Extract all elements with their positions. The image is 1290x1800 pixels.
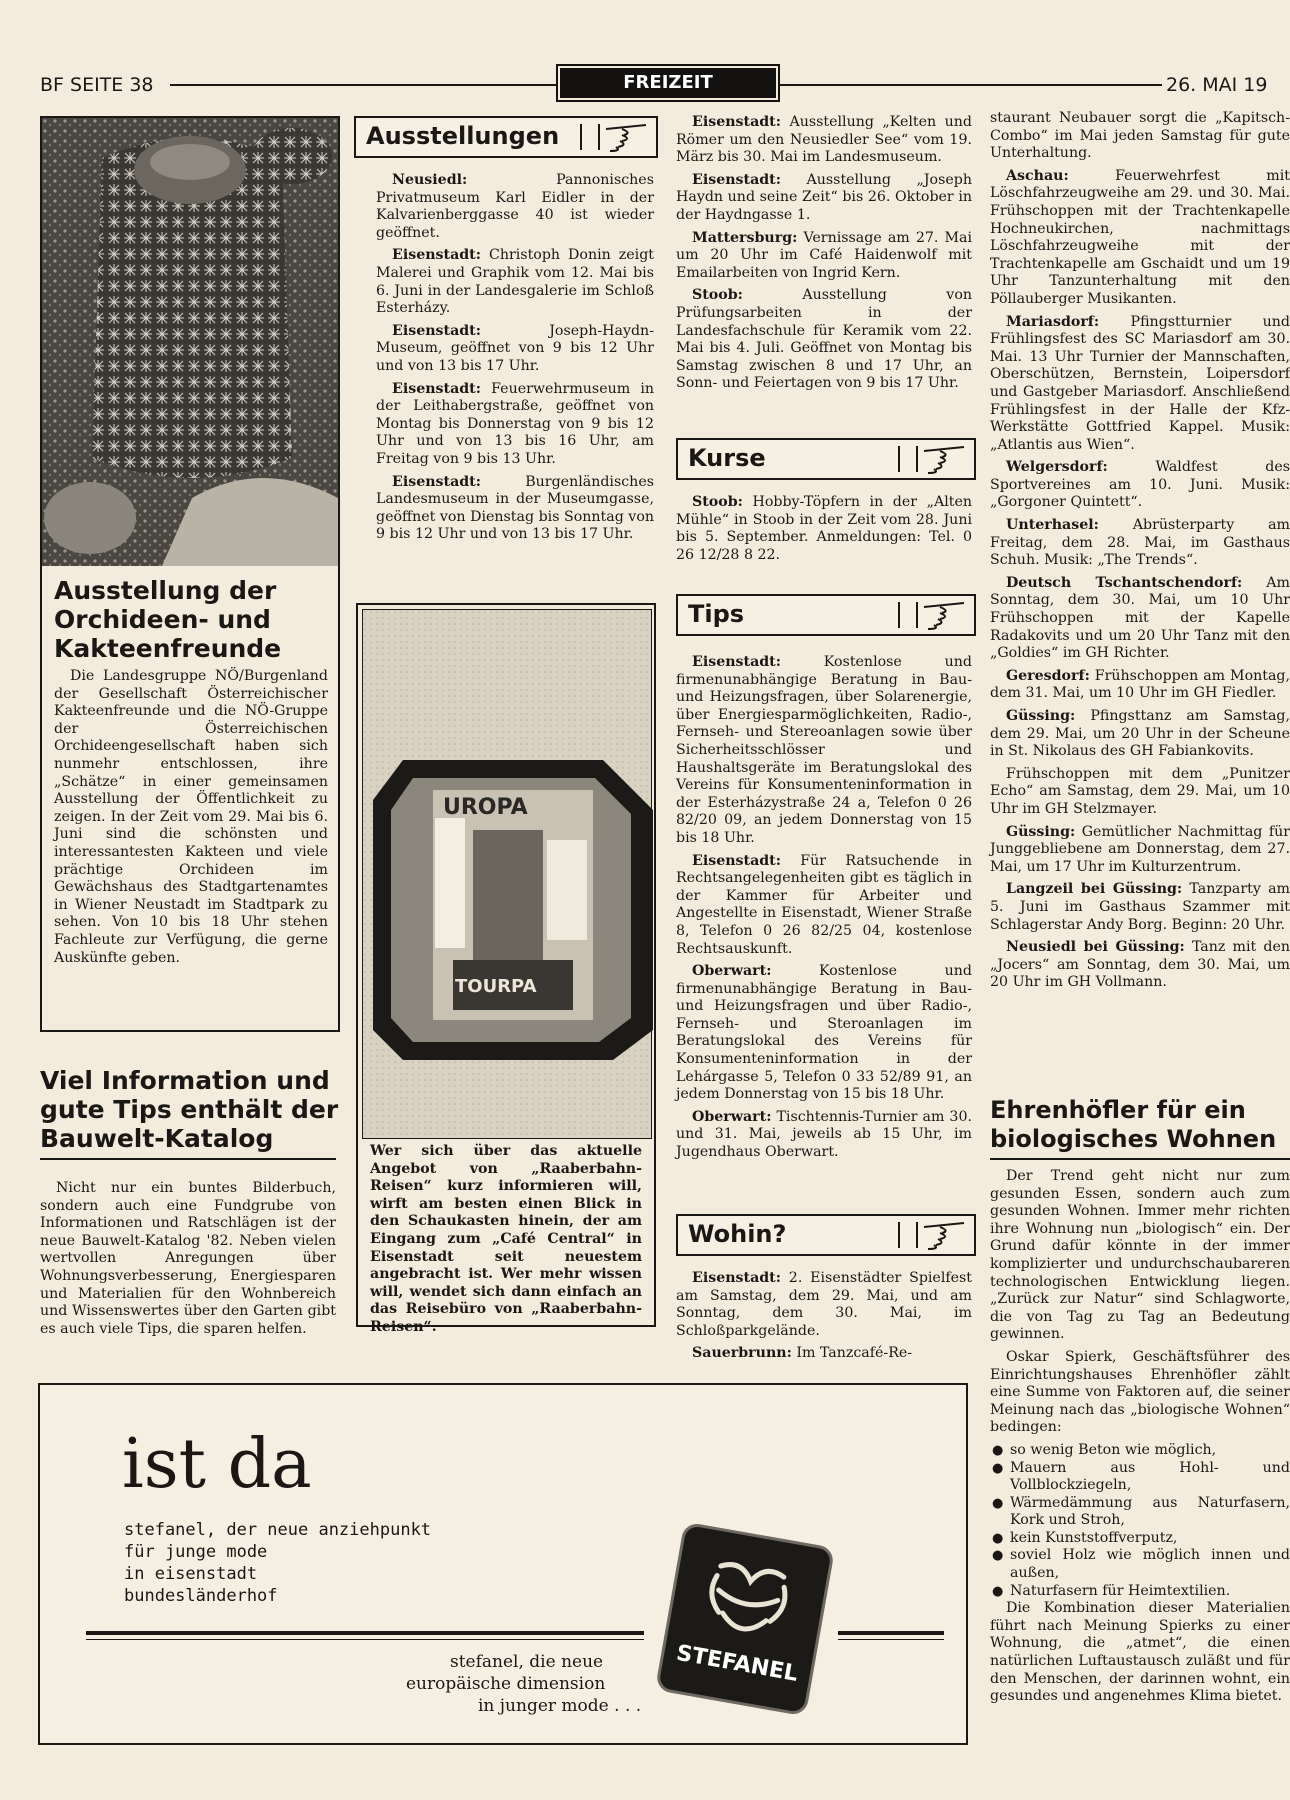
- list-item: Eisenstadt: Christoph Donin zeigt Malerei und Graphik vom 12. Mai bis 6. Juni in der Landesgalerie im Schloß Esterházy.: [376, 247, 654, 317]
- ad-line: bundesländerhof: [124, 1586, 278, 1606]
- list-item: Eisenstadt: Ausstellung „Joseph Haydn und seine Zeit“ bis 26. Oktober in der Haydngasse 1.: [676, 171, 972, 223]
- pointing-hand-icon: [602, 121, 652, 153]
- ehren-paragraph: Die Kombination dieser Materialien führt nach Meinung Spierks zu einer Wohnung, die „atmet“, die einen natürlichen Luftaustausch zuläßt und für den Menschen, der darinnen wohnt, ein gesundes und angenehmes Klima bietet.: [990, 1600, 1290, 1705]
- ad-line: stefanel, der neue anziehpunkt: [124, 1520, 432, 1540]
- ad-rule-thick: [86, 1631, 644, 1635]
- pointing-hand-icon: [920, 443, 970, 475]
- pointing-hand-icon: [920, 599, 970, 631]
- ehren-bullet-list: [990, 1442, 1290, 1600]
- tagline-line: in junger mode . . .: [478, 1696, 642, 1716]
- stefanel-logo: [652, 1521, 838, 1717]
- list-item: Sauerbrunn: Im Tanzcafé-Re-: [692, 1345, 913, 1362]
- bullet-item: ● Wärmedämmung aus Naturfasern, Kork und Stroh,: [990, 1495, 1290, 1530]
- ad-rule-thin-right: [838, 1639, 944, 1640]
- list-item: Eisenstadt: Feuerwehrmuseum in der Leithabergstraße, geöffnet von Montag bis Donnerstag von 9 bis 12 Uhr und von 13 bis 16 Uhr, am Freitag von 9 bis 13 Uhr.: [376, 380, 654, 467]
- tagline-line: stefanel, die neue: [450, 1652, 604, 1672]
- ad-line: in eisenstadt: [124, 1564, 258, 1584]
- divider-mark: [898, 1222, 918, 1248]
- list-item: Neusiedl: Pannonisches Privatmuseum Karl Eidler in der Kalvarienberggasse 40 ist wieder geöffnet.: [376, 172, 654, 241]
- bullet-item: ● so wenig Beton wie möglich,: [990, 1442, 1290, 1460]
- cactus-image: [42, 118, 338, 566]
- ehren-rule: [990, 1158, 1290, 1160]
- divider-mark: [898, 602, 918, 628]
- list-item: Eisenstadt: Burgenländisches Landesmuseum in der Museumgasse, geöffnet von Dienstag bis Sonntag von 9 bis 12 Uhr und von 13 bis 17 Uhr.: [376, 473, 654, 543]
- ehren-body: [990, 1168, 1290, 1711]
- list-item: Geresdorf: Frühschoppen am Montag, dem 31. Mai, um 10 Uhr im GH Fiedler.: [990, 667, 1290, 702]
- section-banner: FREIZEIT: [560, 68, 776, 98]
- veranstaltungen-list: [990, 110, 1290, 997]
- stefanel-logo-mark: [652, 1521, 838, 1717]
- pointing-hand-icon: [920, 1219, 970, 1251]
- schaukasten-photo: [362, 609, 652, 1139]
- ehren-headline: Ehrenhöfler für ein biologisches Wohnen: [990, 1096, 1277, 1153]
- list-item: Güssing: Pfingsttanz am Samstag, dem 29. Mai, um 20 Uhr in der Scheune in St. Nikolaus des GH Fabiankovits.: [990, 708, 1290, 760]
- list-item: Frühschoppen mit dem „Punitzer Echo“ am Samstag, dem 29. Mai, um 10 Uhr im GH Stelzmayer.: [990, 765, 1290, 817]
- kakteen-headline: Ausstellung der Orchideen- und Kakteenfreunde: [54, 576, 282, 663]
- section-kurse: [676, 438, 976, 480]
- list-item: Langzeil bei Güssing: Tanzparty am 5. Juni im Gasthaus Szammer mit Schlagerstar Andy Borg. Beginn: 20 Uhr.: [990, 881, 1290, 933]
- list-item: Stoob: Hobby-Töpfern in der „Alten Mühle“ in Stoob in der Zeit vom 28. Juni bis 5. September. Anmeldungen: Tel. 0 26 12/28 8 22.: [676, 494, 972, 563]
- kakteen-body: Die Landesgruppe NÖ/Burgenland der Gesellschaft Österreichischer Kakteenfreunde und die NÖ-Gruppe der Österreichischen Orchideengesellschaft haben sich nunmehr entschlossen, ihre „Schätze“ in einer gemeinsamen Ausstellung der Öffentlichkeit zu zeigen. In der Zeit vom 29. Mai bis 6. Juni sind die schönsten und interessantesten Kakteen und viele prächtige Orchideen im Gewächshaus des Stadtgartenamtes in Wiener Neustadt im Stadtpark zu sehen. Von 10 bis 18 Uhr stehen Fachleute zur Verfügung, die gerne Auskünfte geben.: [54, 668, 328, 966]
- section-label: Kurse: [688, 444, 766, 472]
- list-item: Eisenstadt: Ausstellung „Kelten und Römer um den Neusiedler See“ vom 19. März bis 30. Mai im Landesmuseum.: [676, 114, 972, 166]
- ad-rule-thin: [86, 1639, 644, 1640]
- tagline-line: europäische dimension: [406, 1674, 606, 1694]
- list-item: Oberwart: Tischtennis-Turnier am 30. und 31. Mai, jeweils ab 15 Uhr, im Jugendhaus Oberwart.: [676, 1108, 972, 1161]
- bullet-item: ● Naturfasern für Heimtextilien.: [990, 1583, 1290, 1601]
- divider-mark: [898, 446, 918, 472]
- kakteen-article-box: [40, 116, 340, 1032]
- list-item: Stoob: Ausstellung von Prüfungsarbeiten in der Landesfachschule für Keramik vom 22. Mai bis 4. Juli. Geöffnet von Montag bis Samstag zwischen 8 und 17 Uhr, an Sonn- und Feiertagen von 9 bis 17 Uhr.: [676, 287, 972, 392]
- bauwelt-body: Nicht nur ein buntes Bilderbuch, sondern auch eine Fundgrube von Informationen und Ratschlägen ist der neue Bauwelt-Katalog '82. Neben vielen wertvollen Anregungen über Wohnungsverbesserung, Energiesparen und Materialien für den Wohnbereich und Wissenswertes über den Garten gibt es auch viele Tips, die sparen helfen.: [40, 1180, 336, 1337]
- stefanel-advertisement: [38, 1383, 968, 1745]
- cactus-photo: [42, 118, 338, 566]
- list-item: Unterhasel: Abrüsterparty am Freitag, dem 28. Mai, im Gasthaus Schuh. Musik: „The Trends“.: [990, 517, 1290, 569]
- ausstellungen-continued: [676, 114, 972, 398]
- column-four-clip: [986, 0, 1290, 1800]
- section-ausstellungen: [354, 116, 658, 158]
- ausstellungen-list: [376, 172, 654, 549]
- ad-tagline: [380, 1651, 690, 1717]
- wohin-list: [676, 1270, 972, 1368]
- ad-copy: [124, 1519, 431, 1607]
- list-item: Oberwart: Kostenlose und firmenunabhängige Beratung in Bau- und Heizungsfragen und über Radio-, Fernseh- und Steroanlagen im Beratungslokal des Vereins für Konsumenteninformation in der Lehárgasse 5, Telefon 0 33 52/89 91, an jedem Donnerstag von 15 bis 18 Uhr.: [676, 963, 972, 1103]
- ad-rule-thick-right: [838, 1631, 944, 1635]
- section-wohin: [676, 1214, 976, 1256]
- sign-europa: UROPA: [443, 795, 528, 820]
- ehren-paragraph: Der Trend geht nicht nur zum gesunden Essen, sondern auch zum gesunden Wohnen. Immer mehr richten ihre Wohnung nun „biologisch“ ein. Der Grund dafür könnte in der immer komplizierter und undurchschaubareren technologischen Entwicklung liegen. „Zurück zur Natur“ sind Schlagworte, die von Tag zu Tag an Bedeutung gewinnen.: [990, 1168, 1290, 1343]
- list-item: Welgersdorf: Waldfest des Sportvereines am 10. Juni. Musik: „Gorgoner Quintett“.: [990, 459, 1290, 511]
- schaukasten-image: [363, 610, 651, 1138]
- list-item: Eisenstadt: Joseph-Haydn-Museum, geöffnet von 9 bis 12 Uhr und von 13 bis 17 Uhr.: [376, 322, 654, 374]
- list-item: Aschau: Feuerwehrfest mit Löschfahrzeugweihe am 29. und 30. Mai. Frühschoppen mit der Trachtenkapelle Hochneukirchen, nachmittags Löschfahrzeugweihe mit der Trachtenkapelle am Gschaidt und um 19 Uhr Tanzunterhaltung mit den Pöllauberger Musikanten.: [990, 167, 1290, 307]
- bauwelt-headline: Viel Information und gute Tips enthält der Bauwelt-Katalog: [40, 1066, 339, 1153]
- section-label: Wohin?: [688, 1220, 787, 1248]
- ad-line: für junge mode: [124, 1542, 268, 1562]
- page-number: BF SEITE 38: [40, 74, 154, 96]
- divider-mark: [580, 124, 600, 150]
- list-item: Eisenstadt: Für Ratsuchende in Rechtsangelegenheiten gibt es täglich in der Kammer für Arbeiter und Angestellte in Eisenstadt, Wiener Straße 8, Telefon 0 26 82/25 04, kostenlose Rechtsauskunft.: [676, 852, 972, 957]
- section-label: Tips: [688, 600, 745, 628]
- ad-headline: ist da: [122, 1425, 312, 1504]
- list-item: Mattersburg: Vernissage am 27. Mai um 20 Uhr im Café Haidenwolf mit Emailarbeiten von Ingrid Kern.: [676, 229, 972, 281]
- list-item: Eisenstadt: 2. Eisenstädter Spielfest am Samstag, dem 29. Mai, und am Sonntag, dem 30. Mai, im Schloßparkgelände.: [676, 1270, 972, 1339]
- kurse-list: [676, 494, 972, 569]
- logo-wordmark: STEFANEL: [674, 1640, 800, 1687]
- sign-tourpa: TOURPA: [455, 976, 537, 997]
- header-rule-left: [170, 84, 558, 86]
- raaberbahn-caption: Wer sich über das aktuelle Angebot von „Raaberbahn-Reisen“ kurz informieren will, wirft am besten einen Blick in den Schaukasten hinein, der am Eingang zum „Café Central“ in Eisenstadt seit neuestem angebracht ist. Wer mehr wissen will, wendet sich dann einfach an das Reisebüro von „Raaberbahn-Reisen“.: [370, 1143, 642, 1335]
- list-item: Mariasdorf: Pfingstturnier und Frühlingsfest des SC Mariasdorf am 30. Mai. 13 Uhr Turnier der Mannschaften, Oberschützen, Bernstein, Loipersdorf und Gastgeber Mariasdorf. Anschließend Frühlingsfest in der Halle der Kfz-Werkstätte Gottfried Kappel. Musik: „Atlantis aus Wien“.: [990, 313, 1290, 453]
- bauwelt-rule: [40, 1158, 336, 1160]
- ehren-paragraph: Oskar Spierk, Geschäftsführer des Einrichtungshauses Ehrenhöfler zählt eine Summe von Faktoren auf, die seiner Meinung nach das „biologische Wohnen“ bedingen:: [990, 1348, 1290, 1436]
- bullet-item: ● Mauern aus Hohl- und Vollblockziegeln,: [990, 1460, 1290, 1495]
- bullet-item: ● kein Kunststoffverputz,: [990, 1530, 1290, 1548]
- intro-text: staurant Neubauer sorgt die „Kapitsch-Combo“ im Mai jeden Samstag für gute Unterhaltung.: [990, 110, 1290, 162]
- issue-date: 26. MAI 19: [1166, 74, 1268, 96]
- list-item: Neusiedl bei Güssing: Tanz mit den „Jocers“ am Sonntag, dem 30. Mai, um 20 Uhr im GH Vollmann.: [990, 939, 1290, 991]
- list-item: Eisenstadt: Kostenlose und firmenunabhängige Beratung in Bau- und Heizungsfragen, über Solarenergie, über Energiesparmöglichkeiten, Radio-, Fernseh- und Stereoanlagen sowie über Sicherheitsschlösser und Haushaltsgeräte im Beratungslokal des Vereins für Konsumenteninformation in der Esterházystraße 24 a, Telefon 0 26 82/20 09, an jedem Donnerstag von 15 bis 18 Uhr.: [676, 654, 972, 846]
- section-label: Ausstellungen: [366, 122, 560, 150]
- list-item: Deutsch Tschantschendorf: Am Sonntag, dem 30. Mai, um 10 Uhr Frühschoppen mit der Kapelle Radakovits und um 20 Uhr Tanz mit den „Goldies“ im GH Richter.: [990, 574, 1290, 662]
- bullet-item: ● soviel Holz wie möglich innen und außen,: [990, 1547, 1290, 1582]
- raaberbahn-box: [356, 603, 656, 1335]
- tips-list: [676, 654, 972, 1167]
- list-item: Güssing: Gemütlicher Nachmittag für Junggebliebene am Donnerstag, dem 27. Mai, um 17 Uhr im Kulturzentrum.: [990, 823, 1290, 875]
- section-tips: [676, 594, 976, 636]
